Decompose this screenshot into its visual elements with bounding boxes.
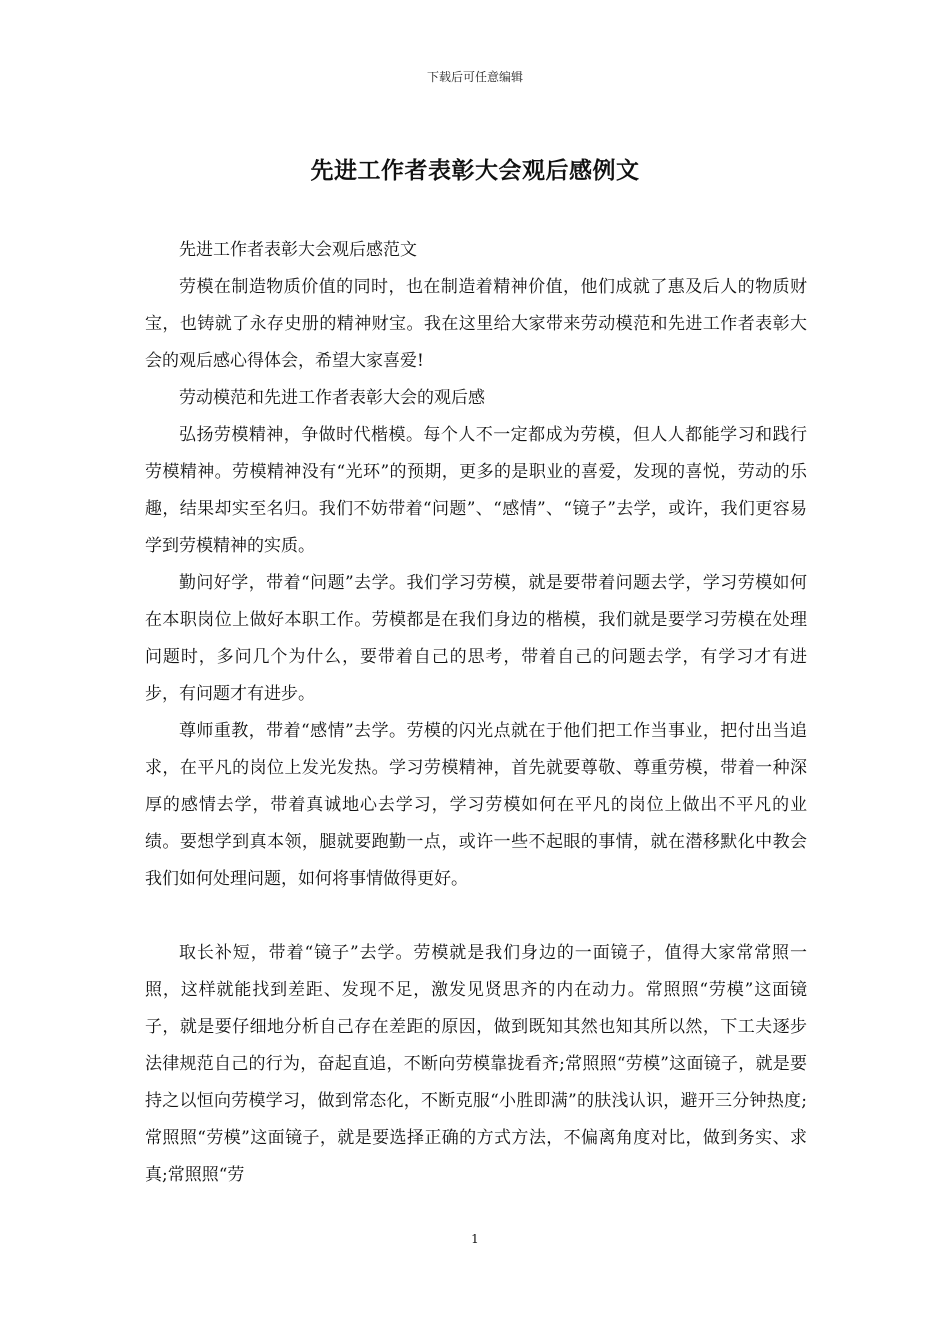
intro-paragraph: 劳模在制造物质价值的同时，也在制造着精神价值，他们成就了惠及后人的物质财宝，也铸就了永存史册的精神财宝。我在这里给大家带来劳动模范和先进工作者表彰大会的观后感心得体会，希望大家喜爱! bbox=[145, 277, 807, 371]
document-title: 先进工作者表彰大会观后感例文 bbox=[310, 158, 640, 184]
body-paragraph: 取长补短，带着“镜子”去学。劳模就是我们身边的一面镜子，值得大家常常照一照，这样就能找到差距、发现不足，激发见贤思齐的内在动力。常照照“劳模”这面镜子，就是要仔细地分析自己存在差距的原因，做到既知其然也知其所以然，下工夫逐步法律规范自己的行为，奋起直追，不断向劳模靠拢看齐;常照照“劳模”这面镜子，就是要持之以恒向劳模学习，做到常态化，不断克服“小胜即满”的肤浅认识，避开三分钟热度;常照照“劳模”这面镜子，就是要选择正确的方式方法，不偏离角度对比，做到务实、求真;常照照“劳 bbox=[145, 943, 807, 1185]
body-paragraph: 弘扬劳模精神，争做时代楷模。每个人不一定都成为劳模，但人人都能学习和践行劳模精神。劳模精神没有“光环”的预期，更多的是职业的喜爱，发现的喜悦，劳动的乐趣，结果却实至名归。我们不妨带着“问题”、“感情”、“镜子”去学，或许，我们更容易学到劳模精神的实质。 bbox=[145, 425, 807, 556]
body-paragraph: 尊师重教，带着“感情”去学。劳模的闪光点就在于他们把工作当事业，把付出当追求，在平凡的岗位上发光发热。学习劳模精神，首先就要尊敬、尊重劳模，带着一种深厚的感情去学，带着真诚地心去学习，学习劳模如何在平凡的岗位上做出不平凡的业绩。要想学到真本领，腿就要跑勤一点，或许一些不起眼的事情，就在潜移默化中教会我们如何处理问题，如何将事情做得更好。 bbox=[145, 721, 807, 889]
body-paragraph: 勤问好学，带着“问题”去学。我们学习劳模，就是要带着问题去学，学习劳模如何在本职岗位上做好本职工作。劳模都是在我们身边的楷模，我们就是要学习劳模在处理问题时，多问几个为什么，要带着自己的思考，带着自己的问题去学，有学习才有进步，有问题才有进步。 bbox=[145, 573, 807, 704]
header-note: 下载后可任意编辑 bbox=[426, 70, 523, 84]
section-heading-paragraph: 劳动模范和先进工作者表彰大会的观后感 bbox=[179, 388, 485, 408]
subtitle-paragraph: 先进工作者表彰大会观后感范文 bbox=[179, 240, 417, 260]
page-number: 1 bbox=[471, 1232, 479, 1246]
document-body bbox=[145, 232, 807, 1194]
